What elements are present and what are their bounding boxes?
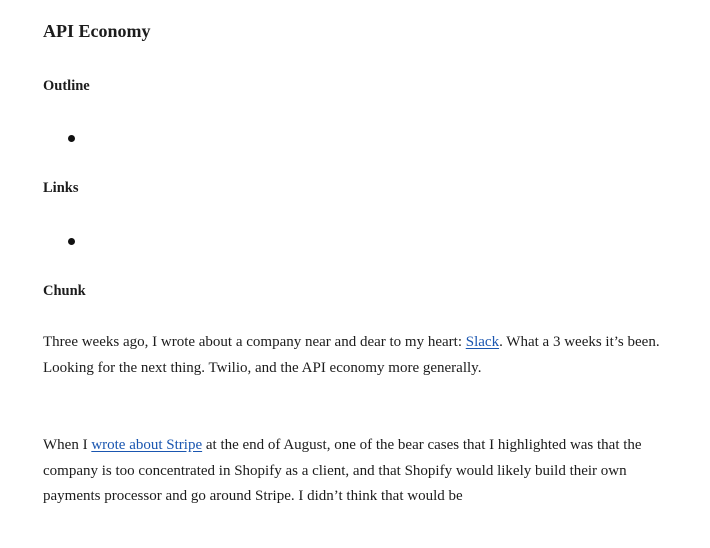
page-title: API Economy [43,21,151,41]
empty-bullet-outline [68,135,75,142]
paragraph-text: Three weeks ago, I wrote about a company near and dear to my heart: [43,334,466,350]
section-heading-links: Links [43,180,79,196]
stripe-link[interactable]: wrote about Stripe [91,437,203,453]
slack-link[interactable]: Slack [465,334,500,350]
section-heading-outline: Outline [43,78,90,94]
paragraph-text: . What a 3 weeks it’s been. Looking for the next thing. Twilio, and the API economy more generally. [43,334,660,376]
section-heading-chunk: Chunk [43,283,86,299]
paragraph-text: When I [43,437,92,453]
paragraph-stripe [43,433,683,510]
empty-bullet-links [68,238,75,245]
paragraph-text: at the end of August, one of the bear cases that I highlighted was that the company is too concentrated in Shopify as a client, and that Shopify would likely build their own payments processor and go around Stripe. I didn’t think that would be [43,437,642,504]
paragraph-slack [43,330,683,381]
